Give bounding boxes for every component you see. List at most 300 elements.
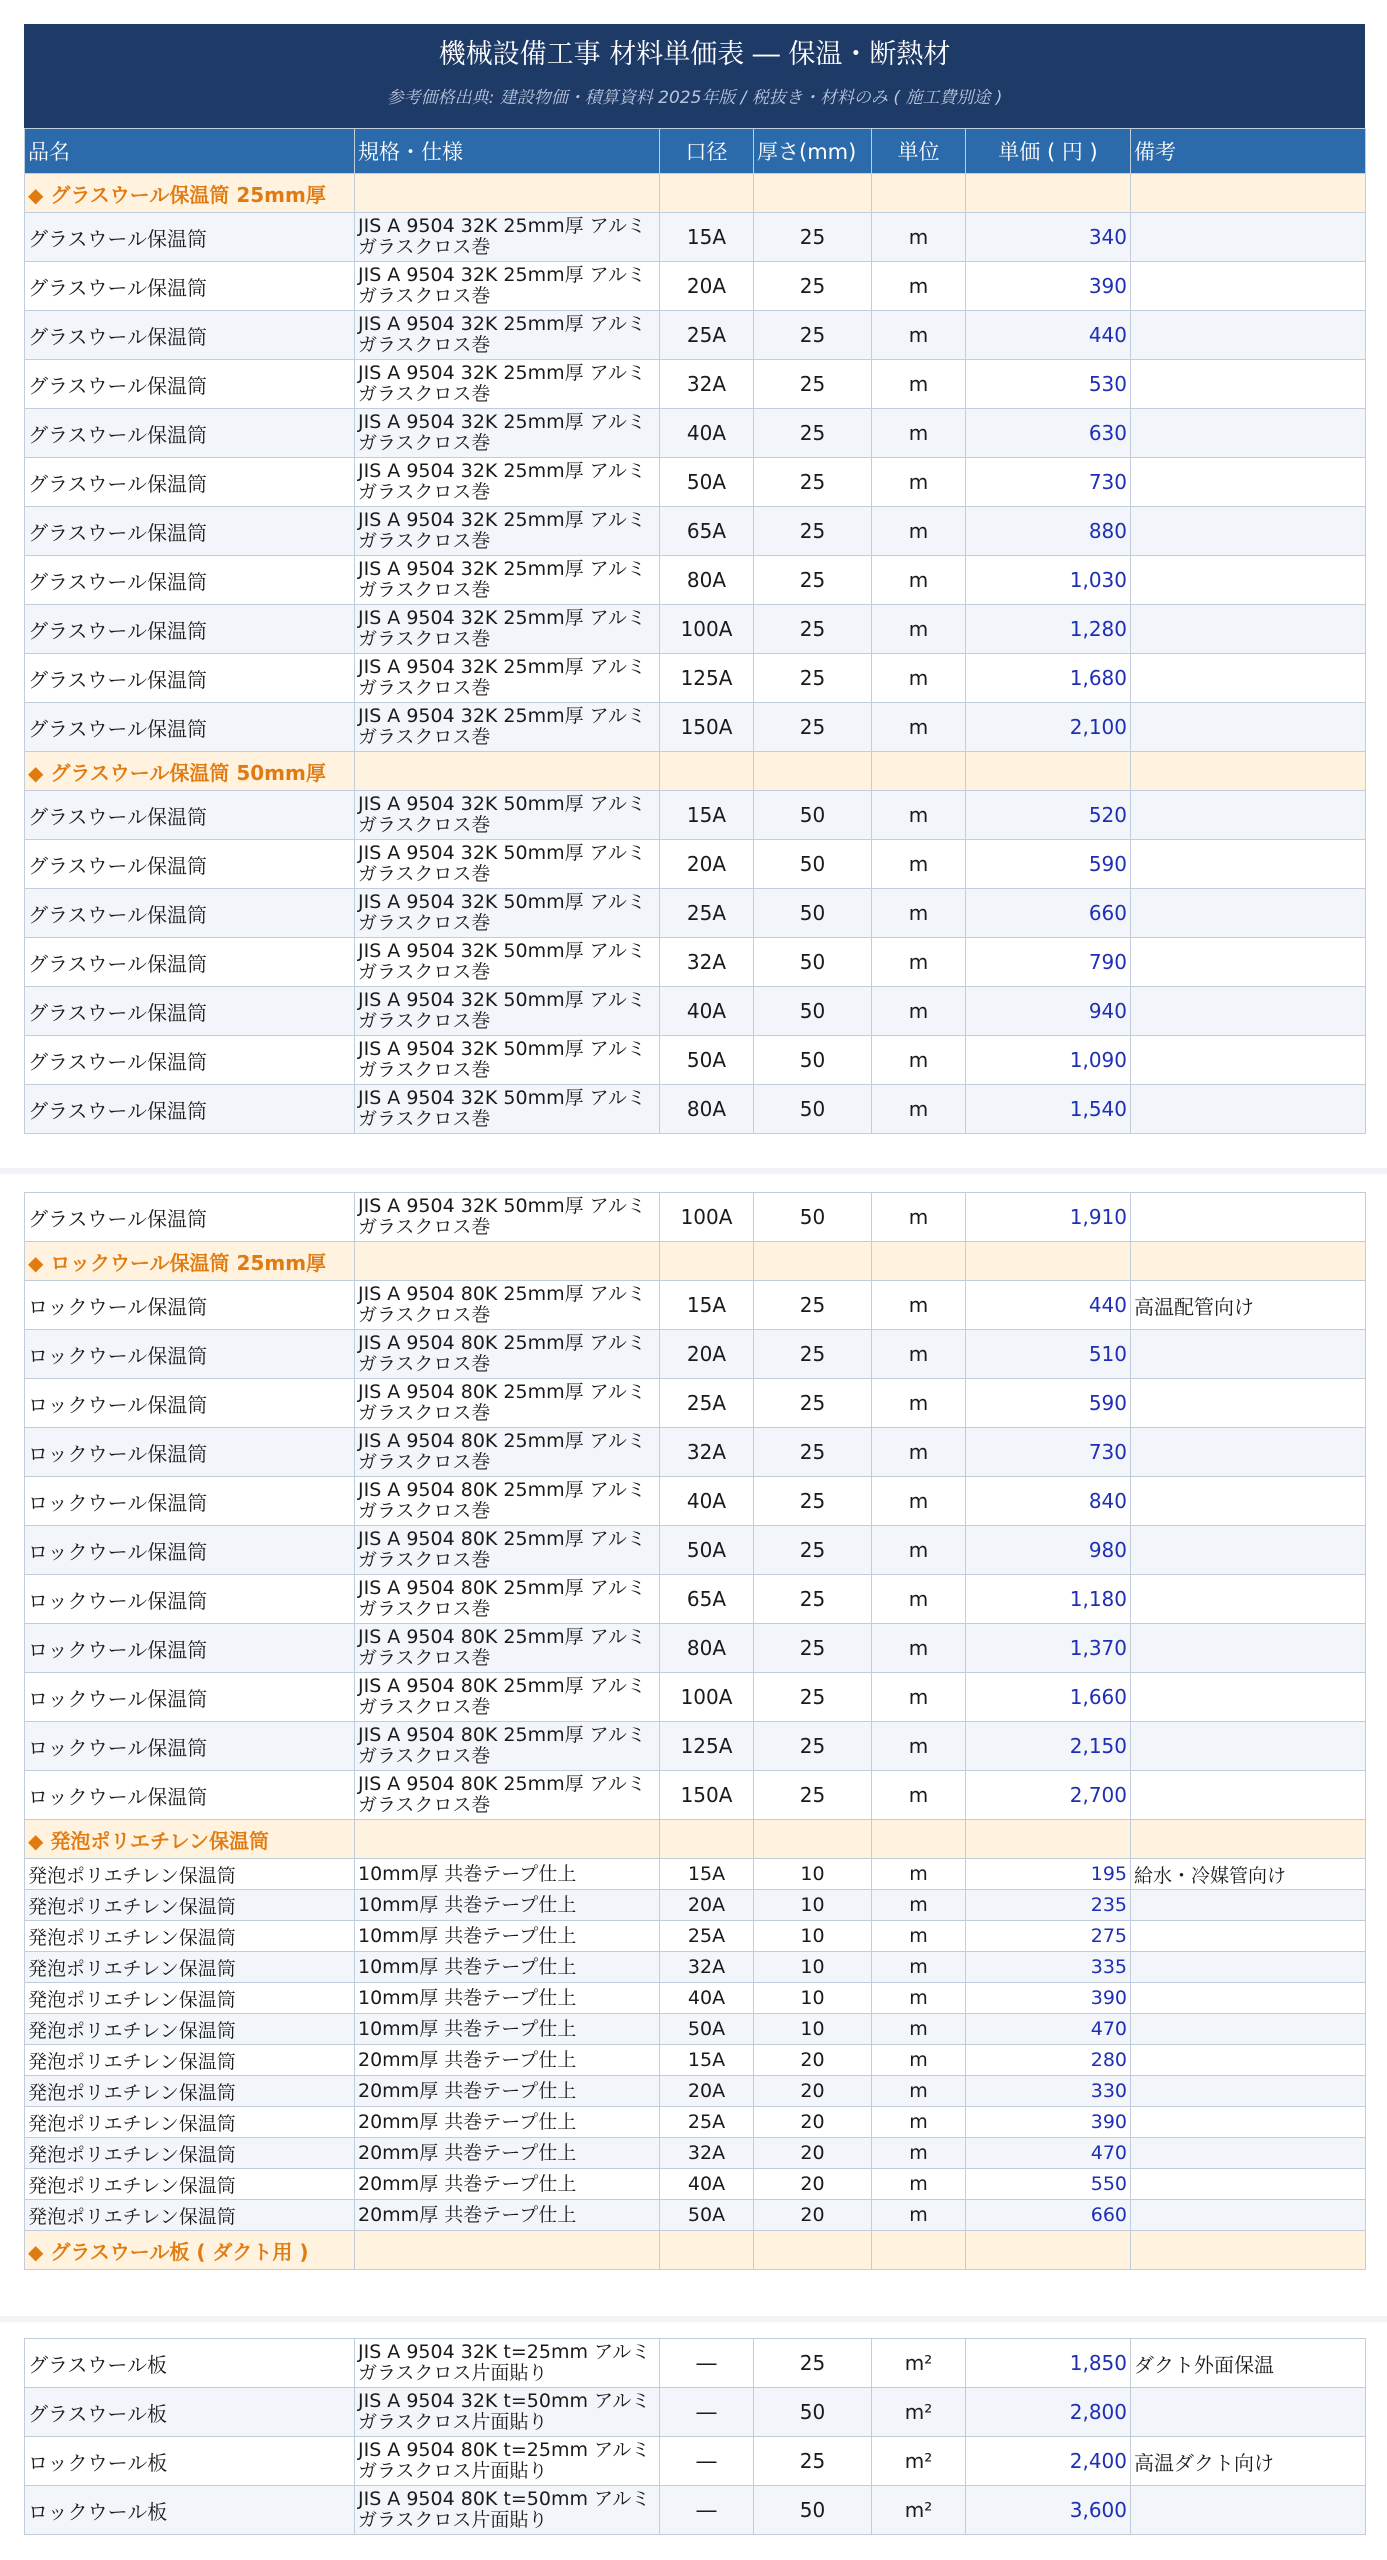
cell-unit: m	[872, 1085, 966, 1134]
cell-spec: JIS A 9504 32K 50mm厚 アルミガラスクロス巻	[355, 1036, 660, 1085]
cell-note	[1131, 1575, 1366, 1624]
cell-size: ―	[660, 2486, 754, 2535]
cell-name: グラスウール保温筒	[25, 791, 355, 840]
cell-size: 15A	[660, 791, 754, 840]
cell-name: グラスウール保温筒	[25, 1193, 355, 1242]
cell-size: 20A	[660, 262, 754, 311]
cell-unit: m	[872, 938, 966, 987]
cell-note	[1131, 889, 1366, 938]
section-filler-cell	[1131, 1820, 1366, 1859]
cell-price: 280	[966, 2045, 1131, 2076]
cell-price: 510	[966, 1330, 1131, 1379]
table-row	[25, 703, 1366, 752]
cell-name: グラスウール保温筒	[25, 458, 355, 507]
cell-name: 発泡ポリエチレン保温筒	[25, 1859, 355, 1890]
cell-thickness: 25	[754, 654, 872, 703]
cell-size: ―	[660, 2437, 754, 2486]
cell-size: 80A	[660, 556, 754, 605]
cell-unit: m	[872, 2076, 966, 2107]
cell-name: ロックウール保温筒	[25, 1428, 355, 1477]
cell-size: 32A	[660, 1952, 754, 1983]
cell-price: 1,370	[966, 1624, 1131, 1673]
section-filler-cell	[660, 1820, 754, 1859]
cell-note	[1131, 654, 1366, 703]
cell-name: ロックウール保温筒	[25, 1771, 355, 1820]
section-filler-cell	[872, 174, 966, 213]
cell-unit: m	[872, 1859, 966, 1890]
cell-spec: JIS A 9504 80K 25mm厚 アルミガラスクロス巻	[355, 1771, 660, 1820]
price-table	[24, 1192, 1366, 2270]
cell-note	[1131, 2388, 1366, 2437]
cell-name: グラスウール保温筒	[25, 889, 355, 938]
cell-note	[1131, 2045, 1366, 2076]
price-table	[24, 128, 1366, 1134]
table-row	[25, 938, 1366, 987]
cell-unit: m	[872, 1624, 966, 1673]
cell-spec: JIS A 9504 32K 25mm厚 アルミガラスクロス巻	[355, 654, 660, 703]
cell-price: 1,850	[966, 2339, 1131, 2388]
cell-note	[1131, 1952, 1366, 1983]
section-filler-cell	[660, 174, 754, 213]
cell-thickness: 20	[754, 2200, 872, 2231]
cell-spec: JIS A 9504 80K t=25mm アルミガラスクロス片面貼り	[355, 2437, 660, 2486]
table-row	[25, 2339, 1366, 2388]
cell-spec: JIS A 9504 80K t=50mm アルミガラスクロス片面貼り	[355, 2486, 660, 2535]
table-row	[25, 2437, 1366, 2486]
table-row	[25, 409, 1366, 458]
cell-price: 730	[966, 1428, 1131, 1477]
cell-price: 275	[966, 1921, 1131, 1952]
cell-name: ロックウール保温筒	[25, 1575, 355, 1624]
cell-name: 発泡ポリエチレン保温筒	[25, 1921, 355, 1952]
cell-note	[1131, 2486, 1366, 2535]
diamond-icon: ◆	[28, 760, 44, 785]
cell-thickness: 50	[754, 2388, 872, 2437]
section-header-row	[25, 1820, 1366, 1859]
section-filler-cell	[966, 174, 1131, 213]
table-row	[25, 1036, 1366, 1085]
cell-thickness: 25	[754, 1722, 872, 1771]
diamond-icon: ◆	[28, 2239, 44, 2264]
title-banner	[24, 24, 1365, 128]
section-filler-cell	[966, 752, 1131, 791]
cell-spec: JIS A 9504 32K 25mm厚 アルミガラスクロス巻	[355, 507, 660, 556]
cell-unit: m	[872, 1673, 966, 1722]
cell-thickness: 25	[754, 1428, 872, 1477]
cell-thickness: 20	[754, 2076, 872, 2107]
cell-unit: m	[872, 1722, 966, 1771]
cell-size: 25A	[660, 311, 754, 360]
cell-price: 390	[966, 262, 1131, 311]
cell-note	[1131, 1085, 1366, 1134]
cell-unit: m²	[872, 2437, 966, 2486]
section-label: グラスウール保温筒 50mm厚	[50, 760, 326, 785]
cell-thickness: 25	[754, 1477, 872, 1526]
cell-name: グラスウール保温筒	[25, 213, 355, 262]
section-filler-cell	[754, 2231, 872, 2270]
cell-price: 940	[966, 987, 1131, 1036]
cell-unit: m	[872, 2107, 966, 2138]
section-filler-cell	[355, 2231, 660, 2270]
cell-thickness: 10	[754, 1983, 872, 2014]
section-filler-cell	[754, 1820, 872, 1859]
cell-note	[1131, 2107, 1366, 2138]
table-row	[25, 2169, 1366, 2200]
cell-price: 3,600	[966, 2486, 1131, 2535]
cell-size: 15A	[660, 1281, 754, 1330]
cell-note	[1131, 987, 1366, 1036]
cell-thickness: 25	[754, 311, 872, 360]
table-row	[25, 213, 1366, 262]
section-filler-cell	[754, 174, 872, 213]
cell-thickness: 25	[754, 605, 872, 654]
cell-price: 880	[966, 507, 1131, 556]
section-filler-cell	[872, 752, 966, 791]
cell-spec: JIS A 9504 80K 25mm厚 アルミガラスクロス巻	[355, 1330, 660, 1379]
section-title	[25, 752, 355, 791]
table-row	[25, 1722, 1366, 1771]
section-filler-cell	[966, 2231, 1131, 2270]
cell-price: 1,180	[966, 1575, 1131, 1624]
cell-price: 2,400	[966, 2437, 1131, 2486]
cell-spec: 10mm厚 共巻テープ仕上	[355, 1952, 660, 1983]
table-row	[25, 2486, 1366, 2535]
cell-name: ロックウール保温筒	[25, 1281, 355, 1330]
cell-spec: JIS A 9504 32K 25mm厚 アルミガラスクロス巻	[355, 605, 660, 654]
cell-name: ロックウール保温筒	[25, 1477, 355, 1526]
cell-size: 25A	[660, 1921, 754, 1952]
cell-note: 高温配管向け	[1131, 1281, 1366, 1330]
cell-thickness: 10	[754, 1859, 872, 1890]
cell-unit: m	[872, 2045, 966, 2076]
cell-price: 1,540	[966, 1085, 1131, 1134]
cell-note	[1131, 1673, 1366, 1722]
table-row	[25, 889, 1366, 938]
cell-name: グラスウール板	[25, 2339, 355, 2388]
table-row	[25, 987, 1366, 1036]
table-row	[25, 1983, 1366, 2014]
cell-price: 195	[966, 1859, 1131, 1890]
cell-name: グラスウール保温筒	[25, 987, 355, 1036]
cell-name: 発泡ポリエチレン保温筒	[25, 2200, 355, 2231]
cell-name: グラスウール保温筒	[25, 703, 355, 752]
cell-spec: 10mm厚 共巻テープ仕上	[355, 1921, 660, 1952]
diamond-icon: ◆	[28, 182, 44, 207]
cell-unit: m	[872, 1477, 966, 1526]
cell-spec: 20mm厚 共巻テープ仕上	[355, 2045, 660, 2076]
cell-price: 1,030	[966, 556, 1131, 605]
col-header-unit: 単位	[872, 129, 966, 174]
cell-size: 50A	[660, 1526, 754, 1575]
table-row	[25, 1477, 1366, 1526]
cell-name: グラスウール保温筒	[25, 654, 355, 703]
cell-spec: JIS A 9504 32K 25mm厚 アルミガラスクロス巻	[355, 703, 660, 752]
cell-spec: JIS A 9504 32K 25mm厚 アルミガラスクロス巻	[355, 213, 660, 262]
cell-thickness: 50	[754, 1085, 872, 1134]
cell-thickness: 25	[754, 458, 872, 507]
table-row	[25, 2045, 1366, 2076]
cell-size: 32A	[660, 1428, 754, 1477]
col-header-note: 備考	[1131, 129, 1366, 174]
table-row	[25, 1859, 1366, 1890]
cell-name: グラスウール保温筒	[25, 360, 355, 409]
cell-price: 790	[966, 938, 1131, 987]
table-row	[25, 262, 1366, 311]
section-title	[25, 2231, 355, 2270]
cell-price: 1,090	[966, 1036, 1131, 1085]
cell-price: 980	[966, 1526, 1131, 1575]
cell-note	[1131, 703, 1366, 752]
cell-size: 15A	[660, 213, 754, 262]
price-table-page-1	[24, 24, 1365, 1134]
cell-price: 470	[966, 2138, 1131, 2169]
cell-note	[1131, 1379, 1366, 1428]
cell-size: 150A	[660, 1771, 754, 1820]
cell-spec: 10mm厚 共巻テープ仕上	[355, 1890, 660, 1921]
cell-spec: JIS A 9504 32K 25mm厚 アルミガラスクロス巻	[355, 311, 660, 360]
cell-note: 給水・冷媒管向け	[1131, 1859, 1366, 1890]
cell-name: ロックウール保温筒	[25, 1526, 355, 1575]
cell-note	[1131, 1428, 1366, 1477]
cell-thickness: 25	[754, 409, 872, 458]
cell-unit: m	[872, 311, 966, 360]
cell-price: 330	[966, 2076, 1131, 2107]
cell-note	[1131, 556, 1366, 605]
cell-thickness: 50	[754, 938, 872, 987]
cell-unit: m	[872, 1330, 966, 1379]
cell-unit: m	[872, 791, 966, 840]
cell-price: 2,800	[966, 2388, 1131, 2437]
cell-thickness: 25	[754, 1624, 872, 1673]
cell-size: 125A	[660, 1722, 754, 1771]
cell-spec: JIS A 9504 32K 25mm厚 アルミガラスクロス巻	[355, 458, 660, 507]
cell-size: 100A	[660, 1193, 754, 1242]
cell-note	[1131, 2169, 1366, 2200]
cell-note	[1131, 791, 1366, 840]
section-filler-cell	[754, 1242, 872, 1281]
price-table-page-2	[24, 1192, 1365, 2270]
section-filler-cell	[1131, 174, 1366, 213]
cell-spec: JIS A 9504 80K 25mm厚 アルミガラスクロス巻	[355, 1477, 660, 1526]
cell-note	[1131, 1477, 1366, 1526]
cell-spec: JIS A 9504 80K 25mm厚 アルミガラスクロス巻	[355, 1575, 660, 1624]
section-header-row	[25, 2231, 1366, 2270]
cell-note	[1131, 409, 1366, 458]
table-row	[25, 1193, 1366, 1242]
cell-thickness: 20	[754, 2107, 872, 2138]
cell-size: 40A	[660, 2169, 754, 2200]
cell-price: 440	[966, 1281, 1131, 1330]
cell-thickness: 25	[754, 703, 872, 752]
table-row	[25, 458, 1366, 507]
cell-unit: m²	[872, 2339, 966, 2388]
cell-spec: JIS A 9504 80K 25mm厚 アルミガラスクロス巻	[355, 1624, 660, 1673]
cell-spec: 20mm厚 共巻テープ仕上	[355, 2138, 660, 2169]
cell-note	[1131, 2138, 1366, 2169]
cell-thickness: 20	[754, 2045, 872, 2076]
section-header-row	[25, 1242, 1366, 1281]
cell-size: 20A	[660, 1330, 754, 1379]
table-row	[25, 2388, 1366, 2437]
col-header-name: 品名	[25, 129, 355, 174]
cell-note	[1131, 1890, 1366, 1921]
section-filler-cell	[1131, 1242, 1366, 1281]
cell-thickness: 50	[754, 840, 872, 889]
cell-size: 65A	[660, 507, 754, 556]
cell-unit: m	[872, 1921, 966, 1952]
cell-thickness: 25	[754, 1281, 872, 1330]
cell-spec: JIS A 9504 32K 25mm厚 アルミガラスクロス巻	[355, 262, 660, 311]
cell-spec: JIS A 9504 32K 50mm厚 アルミガラスクロス巻	[355, 987, 660, 1036]
cell-name: 発泡ポリエチレン保温筒	[25, 2169, 355, 2200]
section-filler-cell	[1131, 752, 1366, 791]
cell-price: 660	[966, 889, 1131, 938]
cell-note	[1131, 311, 1366, 360]
table-row	[25, 1281, 1366, 1330]
section-title	[25, 1820, 355, 1859]
cell-price: 550	[966, 2169, 1131, 2200]
section-filler-cell	[355, 174, 660, 213]
cell-spec: JIS A 9504 80K 25mm厚 アルミガラスクロス巻	[355, 1526, 660, 1575]
cell-unit: m	[872, 840, 966, 889]
cell-name: 発泡ポリエチレン保温筒	[25, 2107, 355, 2138]
cell-size: 80A	[660, 1624, 754, 1673]
cell-size: 20A	[660, 840, 754, 889]
table-row	[25, 1379, 1366, 1428]
cell-price: 335	[966, 1952, 1131, 1983]
cell-name: ロックウール保温筒	[25, 1379, 355, 1428]
section-header-row	[25, 174, 1366, 213]
cell-size: 32A	[660, 938, 754, 987]
cell-name: ロックウール保温筒	[25, 1624, 355, 1673]
cell-size: ―	[660, 2339, 754, 2388]
cell-size: 50A	[660, 2200, 754, 2231]
cell-thickness: 25	[754, 1330, 872, 1379]
cell-price: 520	[966, 791, 1131, 840]
section-title	[25, 174, 355, 213]
cell-price: 470	[966, 2014, 1131, 2045]
page-break	[0, 2316, 1387, 2322]
cell-note	[1131, 2076, 1366, 2107]
section-filler-cell	[660, 2231, 754, 2270]
cell-thickness: 50	[754, 1193, 872, 1242]
cell-thickness: 50	[754, 987, 872, 1036]
cell-spec: JIS A 9504 80K 25mm厚 アルミガラスクロス巻	[355, 1428, 660, 1477]
cell-name: 発泡ポリエチレン保温筒	[25, 1952, 355, 1983]
cell-spec: 20mm厚 共巻テープ仕上	[355, 2107, 660, 2138]
cell-thickness: 10	[754, 1921, 872, 1952]
cell-name: ロックウール板	[25, 2437, 355, 2486]
cell-note	[1131, 1036, 1366, 1085]
cell-name: グラスウール板	[25, 2388, 355, 2437]
cell-price: 390	[966, 1983, 1131, 2014]
cell-unit: m	[872, 1036, 966, 1085]
cell-name: 発泡ポリエチレン保温筒	[25, 1890, 355, 1921]
cell-thickness: 25	[754, 2437, 872, 2486]
cell-size: 65A	[660, 1575, 754, 1624]
cell-size: 25A	[660, 889, 754, 938]
section-filler-cell	[966, 1820, 1131, 1859]
cell-unit: m	[872, 2200, 966, 2231]
cell-note	[1131, 938, 1366, 987]
cell-unit: m	[872, 507, 966, 556]
cell-unit: m	[872, 1281, 966, 1330]
price-table	[24, 2338, 1366, 2535]
cell-spec: 10mm厚 共巻テープ仕上	[355, 1859, 660, 1890]
cell-unit: m	[872, 1379, 966, 1428]
table-row	[25, 2200, 1366, 2231]
cell-note	[1131, 1771, 1366, 1820]
section-title	[25, 1242, 355, 1281]
section-label: グラスウール保温筒 25mm厚	[50, 182, 326, 207]
section-filler-cell	[660, 752, 754, 791]
cell-size: 15A	[660, 1859, 754, 1890]
col-header-price: 単価 ( 円 )	[966, 129, 1131, 174]
cell-size: 25A	[660, 1379, 754, 1428]
cell-thickness: 25	[754, 507, 872, 556]
cell-note	[1131, 2200, 1366, 2231]
cell-name: グラスウール保温筒	[25, 1085, 355, 1134]
page-title: 機械設備工事 材料単価表 ― 保温・断熱材	[438, 39, 951, 70]
table-row	[25, 1624, 1366, 1673]
cell-note	[1131, 840, 1366, 889]
cell-unit: m	[872, 213, 966, 262]
cell-spec: JIS A 9504 80K 25mm厚 アルミガラスクロス巻	[355, 1673, 660, 1722]
cell-name: グラスウール保温筒	[25, 938, 355, 987]
cell-unit: m²	[872, 2388, 966, 2437]
cell-spec: JIS A 9504 32K 50mm厚 アルミガラスクロス巻	[355, 938, 660, 987]
cell-spec: JIS A 9504 32K 25mm厚 アルミガラスクロス巻	[355, 556, 660, 605]
section-filler-cell	[966, 1242, 1131, 1281]
cell-size: 50A	[660, 2014, 754, 2045]
section-filler-cell	[872, 1820, 966, 1859]
cell-name: 発泡ポリエチレン保温筒	[25, 2076, 355, 2107]
cell-thickness: 25	[754, 1379, 872, 1428]
cell-price: 630	[966, 409, 1131, 458]
cell-thickness: 25	[754, 262, 872, 311]
col-header-thickness: 厚さ(mm)	[754, 129, 872, 174]
cell-unit: m	[872, 889, 966, 938]
cell-name: グラスウール保温筒	[25, 262, 355, 311]
cell-unit: m	[872, 703, 966, 752]
cell-spec: JIS A 9504 32K 25mm厚 アルミガラスクロス巻	[355, 409, 660, 458]
cell-unit: m	[872, 458, 966, 507]
cell-unit: m	[872, 1575, 966, 1624]
table-row	[25, 2076, 1366, 2107]
cell-price: 2,150	[966, 1722, 1131, 1771]
cell-unit: m	[872, 987, 966, 1036]
cell-thickness: 25	[754, 1673, 872, 1722]
table-row	[25, 1952, 1366, 1983]
cell-size: 150A	[660, 703, 754, 752]
cell-unit: m	[872, 262, 966, 311]
cell-spec: JIS A 9504 80K 25mm厚 アルミガラスクロス巻	[355, 1379, 660, 1428]
section-filler-cell	[872, 2231, 966, 2270]
cell-name: ロックウール板	[25, 2486, 355, 2535]
table-row	[25, 1890, 1366, 1921]
cell-unit: m	[872, 1983, 966, 2014]
cell-name: 発泡ポリエチレン保温筒	[25, 1983, 355, 2014]
cell-spec: JIS A 9504 32K 25mm厚 アルミガラスクロス巻	[355, 360, 660, 409]
cell-unit: m	[872, 1890, 966, 1921]
cell-thickness: 25	[754, 1526, 872, 1575]
section-filler-cell	[660, 1242, 754, 1281]
cell-spec: 20mm厚 共巻テープ仕上	[355, 2200, 660, 2231]
cell-size: 25A	[660, 2107, 754, 2138]
cell-unit: m	[872, 605, 966, 654]
cell-name: ロックウール保温筒	[25, 1673, 355, 1722]
cell-note	[1131, 605, 1366, 654]
